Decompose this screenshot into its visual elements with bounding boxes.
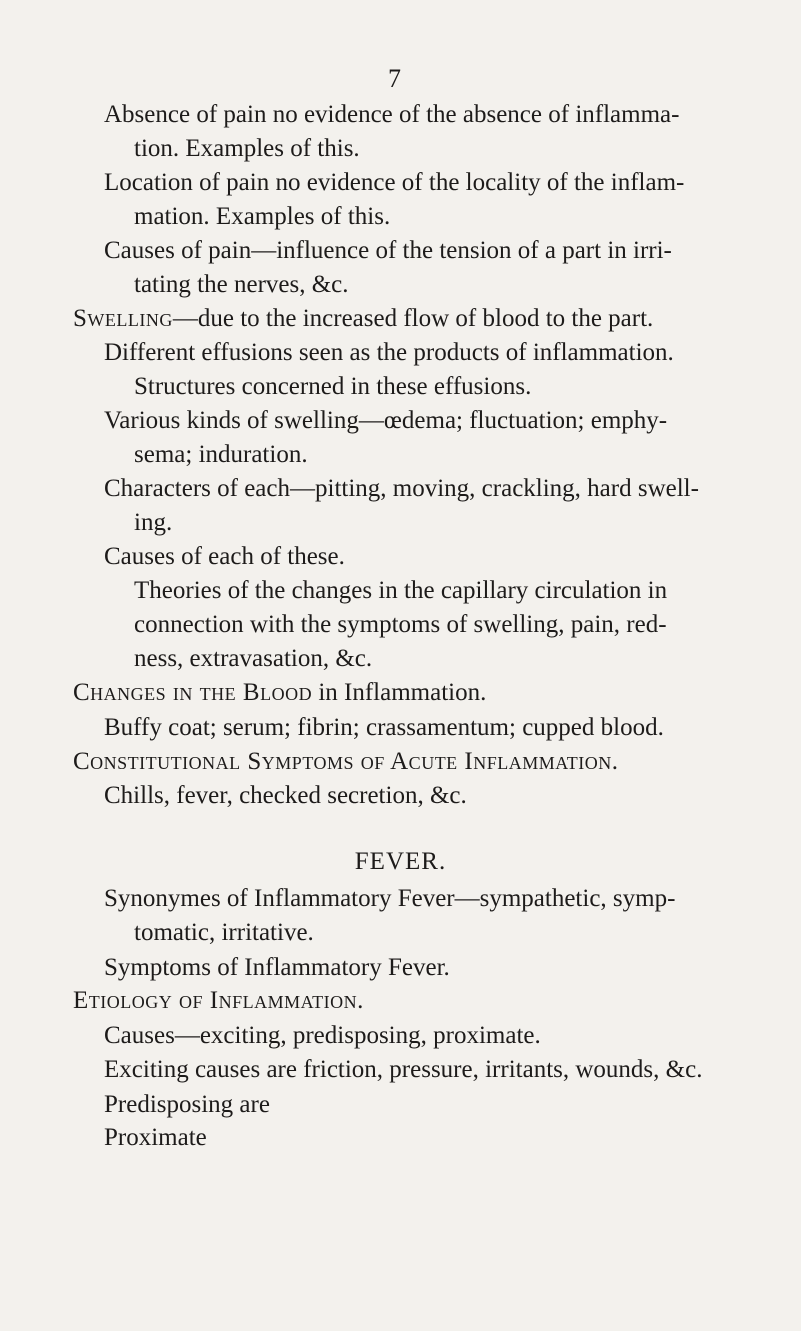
text-line: Exciting causes are friction, pressure, irritants, wounds, &c. (104, 1056, 703, 1083)
small-caps-heading: Changes in the Blood (73, 679, 313, 706)
text-line: Different effusions seen as the products of inflammation. (104, 339, 674, 366)
small-caps-heading: Swelling (73, 305, 173, 332)
text-line: Various kinds of swelling—œdema; fluctuation; emphy- (104, 407, 668, 434)
page-number: 7 (388, 64, 401, 93)
text-line: Predisposing are (104, 1091, 270, 1118)
topic-heading-line (73, 678, 486, 708)
text-line: Buffy coat; serum; fibrin; crassamentum; cupped blood. (104, 714, 664, 741)
heading-continuation: —due to the increased flow of blood to the part. (172, 305, 654, 332)
section-heading: FEVER. (354, 848, 447, 875)
text-line: Characters of each—pitting, moving, crackling, hard swell- (104, 475, 699, 502)
text-line: Location of pain no evidence of the locality of the inflam- (104, 169, 685, 196)
text-line: Causes of each of these. (104, 543, 345, 570)
text-line: connection with the symptoms of swelling, pain, red- (134, 611, 667, 638)
text-line: Theories of the changes in the capillary circulation in (134, 577, 668, 604)
text-line: Structures concerned in these effusions. (134, 373, 532, 400)
heading-continuation: in Inflammation. (312, 679, 487, 706)
small-caps-heading: Constitutional Symptoms of Acute Inflammation. (73, 748, 619, 775)
text-line: tating the nerves, &c. (134, 271, 349, 298)
text-line: ing. (134, 509, 173, 536)
topic-heading-line (73, 747, 619, 777)
text-line: tion. Examples of this. (134, 135, 360, 162)
text-line: Proximate (104, 1124, 207, 1151)
text-line: Symptoms of Inflammatory Fever. (104, 954, 450, 981)
text-line: Absence of pain no evidence of the absence of inflamma- (104, 101, 680, 128)
topic-heading-line (73, 304, 653, 334)
text-line: Causes of pain—influence of the tension of a part in irri- (104, 237, 672, 264)
text-line: ness, extravasation, &c. (134, 645, 373, 672)
text-line: mation. Examples of this. (134, 203, 391, 230)
text-line: Causes—exciting, predisposing, proximate. (104, 1022, 541, 1049)
text-line: tomatic, irritative. (134, 919, 314, 946)
small-caps-heading: Etiology of Inflammation. (73, 987, 364, 1014)
topic-heading-line (73, 986, 364, 1016)
text-line: Synonymes of Inflammatory Fever—sympathetic, symp- (104, 885, 676, 912)
text-line: Chills, fever, checked secretion, &c. (104, 782, 467, 809)
text-line: sema; induration. (134, 441, 308, 468)
